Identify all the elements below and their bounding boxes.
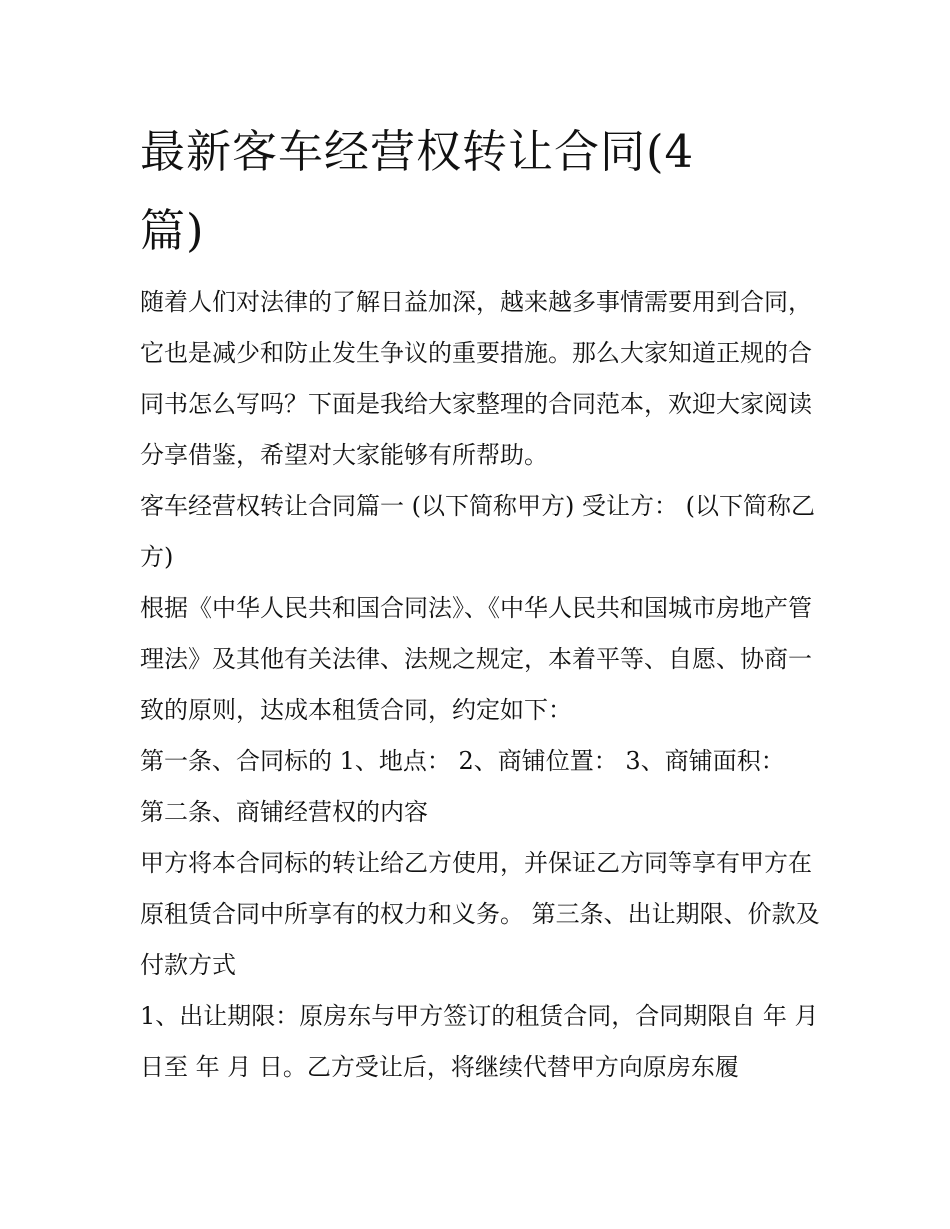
legal-basis-paragraph: 根据《中华人民共和国合同法》、《中华人民共和国城市房地产管理法》及其他有关法律、法规之规定，本着平等、自愿、协商一致的原则，达成本租赁合同，约定如下： xyxy=(140,594,812,724)
document-body xyxy=(140,277,820,1093)
parties-paragraph: 客车经营权转让合同篇一 (以下简称甲方) 受让方： (以下简称乙方) xyxy=(140,492,815,571)
intro-paragraph: 随着人们对法律的了解日益加深，越来越多事情需要用到合同，它也是减少和防止发生争议的重要措施。那么大家知道正规的合同书怎么写吗？下面是我给大家整理的合同范本，欢迎大家阅读分享借鉴，希望对大家能够有所帮助。 xyxy=(140,288,812,469)
article-one-paragraph: 第一条、合同标的 1、地点： 2、商铺位置： 3、商铺面积： xyxy=(140,747,785,775)
transfer-term-paragraph: 1、出让期限：原房东与甲方签订的租赁合同，合同期限自 年 月 日至 年 月 日。乙方受让后，将继续代替甲方向原房东履 xyxy=(140,1002,819,1081)
article-two-content: 甲方将本合同标的转让给乙方使用，并保证乙方同等享有甲方在原租赁合同中所享有的权力和义务。 第三条、出让期限、价款及付款方式 xyxy=(140,849,820,979)
document-title xyxy=(140,112,780,270)
document-title-line-2: 篇) xyxy=(140,204,205,257)
document-title-line-1: 最新客车经营权转让合同(4 xyxy=(140,125,695,178)
article-two-heading: 第二条、商铺经营权的内容 xyxy=(140,798,428,826)
